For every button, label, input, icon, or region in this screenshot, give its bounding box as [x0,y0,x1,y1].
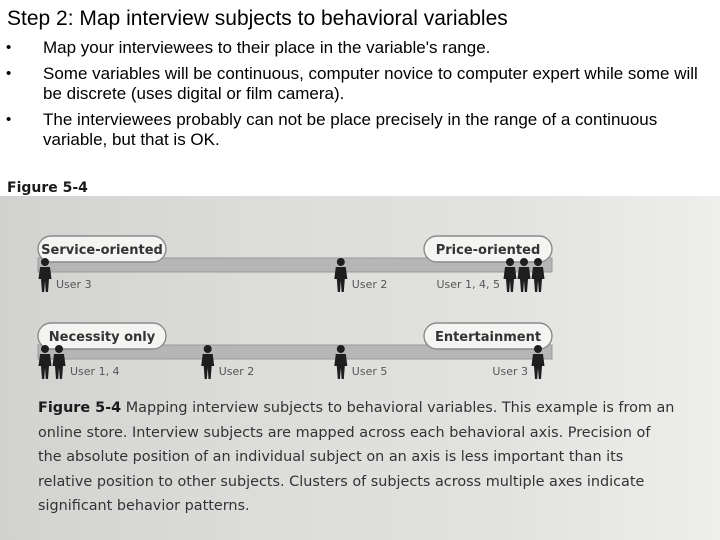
person-head [337,258,345,266]
user-label: User 1, 4 [70,365,120,378]
person-body [334,267,347,292]
user-label: User 1, 4, 5 [436,278,500,291]
axis-left-label: Service-oriented [41,243,163,258]
bullet-text: The interviewees probably can not be place precisely in the range of a continuous variable, but that is OK. [43,110,658,149]
person-head [534,345,542,353]
person-body [53,354,66,379]
user-label: User 3 [56,278,92,291]
axis-right-label: Price-oriented [435,243,541,258]
axis-right-label: Entertainment [434,330,542,345]
person-body [39,354,52,379]
person-head [204,345,212,353]
person-head [506,258,514,266]
bullet-dot: • [6,111,12,128]
person-head [41,258,49,266]
behavioral-axis [38,236,552,292]
person-head [520,258,528,266]
behavioral-axis [38,323,552,379]
caption-figure-label: Figure 5-4 [38,400,122,416]
bullet-item [4,38,704,58]
person-body [504,267,517,292]
bullet-text: Some variables will be continuous, computer novice to computer expert while some will be discrete (uses digital or film camera). [43,64,698,103]
bullet-item [4,110,704,150]
bullet-dot: • [6,39,12,56]
bullet-dot: • [6,65,12,82]
caption-text: Mapping interview subjects to behavioral variables. This example is from an online store. Interview subjects are mapped across each behavioral axis. Precision of the absolute position of an individual subject on an axis is less important than its relative position to other subjects. Clusters of subjects across multiple axes indicate significant behavior patterns. [38,400,675,515]
figure-caption [38,396,678,519]
person-head [534,258,542,266]
person-body [532,354,545,379]
person-body [39,267,52,292]
person-body [201,354,214,379]
bullet-list [4,38,704,156]
person-head [41,345,49,353]
person-body [532,267,545,292]
user-label: User 2 [351,278,388,291]
person-head [337,345,345,353]
figure-heading: Figure 5-4 [7,180,88,196]
behavioral-variables-diagram [0,196,720,396]
axis-left-label: Necessity only [48,330,156,345]
bullet-text: Map your interviewees to their place in the variable's range. [43,38,491,57]
person-body [518,267,531,292]
user-label: User 3 [492,365,528,378]
slide-title: Step 2: Map interview subjects to behavioral variables [7,7,508,30]
bullet-item [4,64,704,104]
user-label: User 2 [218,365,255,378]
person-head [55,345,63,353]
user-label: User 5 [351,365,388,378]
person-body [334,354,347,379]
